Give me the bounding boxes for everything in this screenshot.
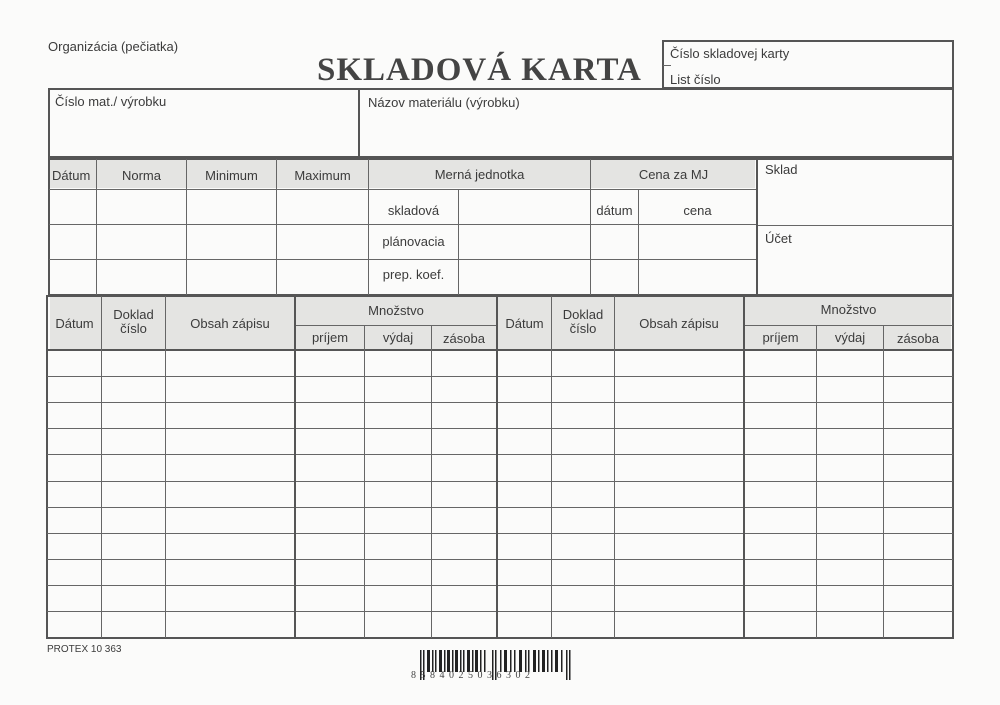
ledger-receipt-header-left: príjem — [311, 330, 349, 345]
ledger-row-line — [47, 428, 953, 429]
ledger-row-line — [47, 533, 953, 534]
card-number-label: Číslo skladovej karty — [670, 46, 790, 61]
document-line2: číslo — [569, 321, 597, 336]
publisher-code: PROTEX 10 363 — [47, 644, 122, 655]
ledger-quantity-header-left: Množstvo — [368, 303, 424, 318]
ledger-row-line — [47, 481, 953, 482]
ledger-row-line — [47, 454, 953, 455]
material-name-label: Názov materiálu (výrobku) — [368, 95, 520, 110]
ledger-row-line — [47, 585, 953, 586]
ledger-vline — [101, 296, 102, 638]
limits-vline — [756, 159, 758, 295]
limits-line — [49, 189, 757, 190]
ledger-vline — [816, 326, 817, 638]
ledger-issue-header-right: výdaj — [834, 330, 866, 345]
limits-line — [49, 259, 757, 260]
ledger-stock-header-left: zásoba — [443, 331, 485, 346]
ledger-vline — [743, 296, 745, 638]
ledger-receipt-header-right: príjem — [762, 330, 799, 345]
account-label: Účet — [765, 231, 792, 246]
ledger-row-line — [47, 559, 953, 560]
ledger-document-header-right — [552, 308, 614, 336]
ledger-vline — [551, 296, 552, 638]
ledger-row-line — [47, 507, 953, 508]
quantity-split-line — [296, 325, 497, 326]
limits-line — [49, 224, 757, 225]
ledger-row-line — [47, 402, 953, 403]
ledger-vline — [294, 296, 296, 638]
ledger-header-line — [47, 349, 953, 351]
ledger-vline — [431, 326, 432, 638]
ledger-row-line — [47, 611, 953, 612]
warehouse-label: Sklad — [765, 162, 798, 177]
ledger-vline — [883, 326, 884, 638]
unit-row-stock: skladová — [387, 203, 440, 218]
ledger-entry-header-right: Obsah zápisu — [639, 316, 719, 331]
document-line1: Doklad — [562, 307, 604, 322]
limits-date-header: Dátum — [52, 168, 91, 183]
organization-label: Organizácia (pečiatka) — [48, 39, 179, 54]
ledger-document-header-left — [102, 308, 165, 336]
card-number-tick — [663, 65, 671, 66]
ledger-stock-header-right: zásoba — [897, 331, 939, 346]
limits-price-header: Cena za MJ — [638, 167, 709, 182]
limits-maximum-header: Maximum — [294, 168, 351, 183]
ledger-vline — [364, 326, 365, 638]
ledger-row-line — [47, 376, 953, 377]
material-number-label: Číslo mat./ výrobku — [55, 94, 167, 109]
ledger-vline — [496, 296, 498, 638]
ledger-vline — [165, 296, 166, 638]
ledger-quantity-header-right: Množstvo — [820, 302, 877, 317]
unit-row-coefficient: prep. koef. — [382, 267, 445, 282]
material-number-field[interactable] — [50, 112, 356, 156]
limits-vline — [458, 190, 459, 295]
quantity-split-line — [745, 325, 953, 326]
ledger-date-header-left: Dátum — [55, 316, 94, 331]
limits-sklad-line — [757, 225, 953, 226]
ledger-issue-header-left: výdaj — [382, 330, 414, 345]
limits-unit-header: Merná jednotka — [434, 167, 525, 182]
material-name-field[interactable] — [362, 112, 952, 156]
price-value-label: cena — [683, 203, 712, 218]
page-title: SKLADOVÁ KARTA — [317, 52, 642, 88]
limits-norm-header: Norma — [121, 168, 161, 183]
material-divider — [358, 88, 360, 158]
barcode-digits: 8584025036302 — [411, 670, 535, 681]
ledger-entry-header-left: Obsah zápisu — [190, 316, 270, 331]
ledger-box — [46, 295, 954, 639]
ledger-date-header-right: Dátum — [505, 316, 544, 331]
limits-minimum-header: Minimum — [205, 168, 258, 183]
document-line1: Doklad — [113, 307, 154, 322]
unit-row-planning: plánovacia — [382, 234, 445, 249]
document-line2: číslo — [120, 321, 147, 336]
price-date-label: dátum — [596, 203, 633, 218]
sheet-number-label: List číslo — [670, 72, 721, 87]
ledger-vline — [614, 296, 615, 638]
